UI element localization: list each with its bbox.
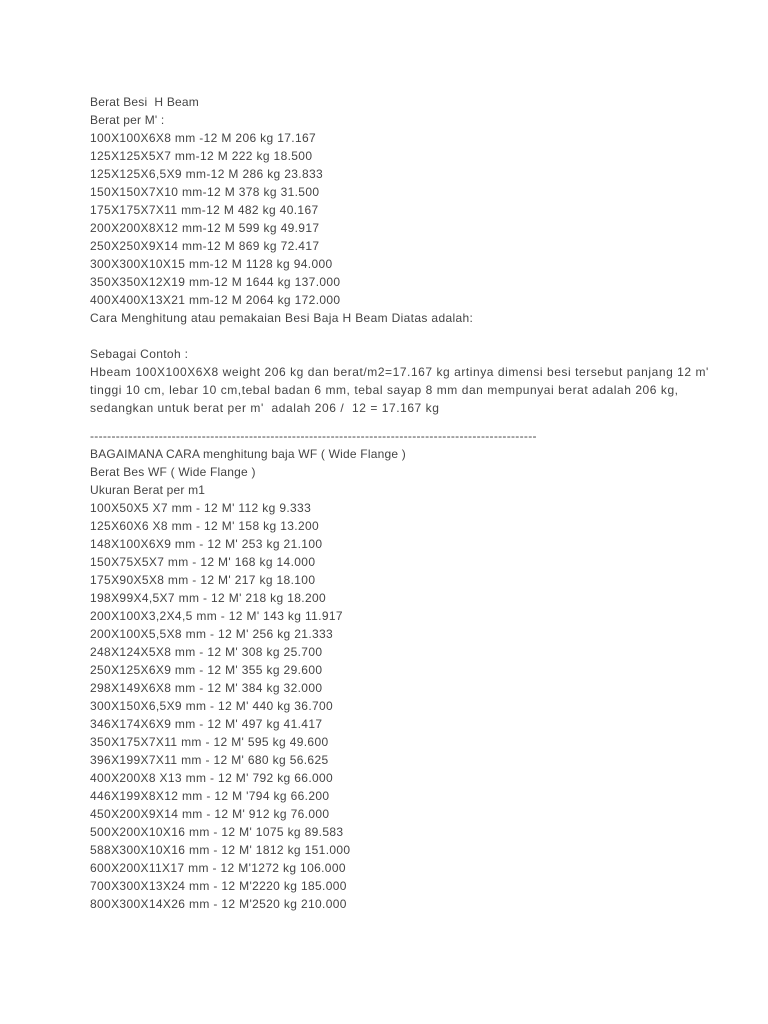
list-item: 125X125X5X7 mm-12 M 222 kg 18.500 <box>90 149 313 163</box>
list-item: 588X300X10X16 mm - 12 M' 1812 kg 151.000 <box>90 843 351 857</box>
list-item: 400X400X13X21 mm-12 M 2064 kg 172.000 <box>90 293 341 307</box>
list-item: 298X149X6X8 mm - 12 M' 384 kg 32.000 <box>90 681 323 695</box>
list-item: 396X199X7X11 mm - 12 M' 680 kg 56.625 <box>90 753 329 767</box>
document-body <box>90 93 730 913</box>
list-item: 200X200X8X12 mm-12 M 599 kg 49.917 <box>90 221 320 235</box>
example-line: sedangkan untuk berat per m' adalah 206 / 12 = 17.167 kg <box>90 401 440 415</box>
dashed-divider: -------------------------------------------------------------------------------------------------------- <box>90 429 537 443</box>
list-item: 350X350X12X19 mm-12 M 1644 kg 137.000 <box>90 275 341 289</box>
list-item: 100X100X6X8 mm -12 M 206 kg 17.167 <box>90 131 317 145</box>
example-line: Hbeam 100X100X6X8 weight 206 kg dan berat/m2=17.167 kg artinya dimensi besi tersebut panjang 12 m' <box>90 365 709 379</box>
list-item: 125X60X6 X8 mm - 12 M' 158 kg 13.200 <box>90 519 320 533</box>
list-header-wf: Ukuran Berat per m1 <box>90 483 206 497</box>
list-item: 148X100X6X9 mm - 12 M' 253 kg 21.100 <box>90 537 323 551</box>
list-item: 125X125X6,5X9 mm-12 M 286 kg 23.833 <box>90 167 324 181</box>
example-paragraph <box>90 363 730 417</box>
spacer <box>90 417 730 427</box>
section-title-h-beam: Berat Besi H Beam <box>90 95 199 109</box>
section-title-wf: BAGAIMANA CARA menghitung baja WF ( Wide Flange ) <box>90 447 406 461</box>
h-beam-weight-list <box>90 129 730 309</box>
example-heading: Sebagai Contoh : <box>90 347 189 361</box>
list-item: 350X175X7X11 mm - 12 M' 595 kg 49.600 <box>90 735 329 749</box>
list-item: 175X90X5X8 mm - 12 M' 217 kg 18.100 <box>90 573 316 587</box>
section-subtitle-wf: Berat Bes WF ( Wide Flange ) <box>90 465 256 479</box>
list-item: 800X300X14X26 mm - 12 M'2520 kg 210.000 <box>90 897 347 911</box>
list-item: 500X200X10X16 mm - 12 M' 1075 kg 89.583 <box>90 825 344 839</box>
list-item: 250X250X9X14 mm-12 M 869 kg 72.417 <box>90 239 320 253</box>
list-item: 400X200X8 X13 mm - 12 M' 792 kg 66.000 <box>90 771 334 785</box>
method-text: Cara Menghitung atau pemakaian Besi Baja H Beam Diatas adalah: <box>90 311 474 325</box>
wf-weight-list <box>90 499 730 913</box>
example-line: tinggi 10 cm, lebar 10 cm,tebal badan 6 mm, tebal sayap 8 mm dan mempunyai berat adalah 206 kg, <box>90 383 679 397</box>
list-item: 700X300X13X24 mm - 12 M'2220 kg 185.000 <box>90 879 347 893</box>
list-item: 346X174X6X9 mm - 12 M' 497 kg 41.417 <box>90 717 323 731</box>
spacer <box>90 327 730 345</box>
list-item: 150X75X5X7 mm - 12 M' 168 kg 14.000 <box>90 555 316 569</box>
section-subtitle-h-beam: Berat per M' : <box>90 113 165 127</box>
list-item: 600X200X11X17 mm - 12 M'1272 kg 106.000 <box>90 861 346 875</box>
list-item: 200X100X5,5X8 mm - 12 M' 256 kg 21.333 <box>90 627 334 641</box>
list-item: 250X125X6X9 mm - 12 M' 355 kg 29.600 <box>90 663 323 677</box>
list-item: 450X200X9X14 mm - 12 M' 912 kg 76.000 <box>90 807 330 821</box>
list-item: 150X150X7X10 mm-12 M 378 kg 31.500 <box>90 185 320 199</box>
list-item: 300X300X10X15 mm-12 M 1128 kg 94.000 <box>90 257 333 271</box>
list-item: 198X99X4,5X7 mm - 12 M' 218 kg 18.200 <box>90 591 327 605</box>
list-item: 300X150X6,5X9 mm - 12 M' 440 kg 36.700 <box>90 699 334 713</box>
list-item: 175X175X7X11 mm-12 M 482 kg 40.167 <box>90 203 319 217</box>
list-item: 248X124X5X8 mm - 12 M' 308 kg 25.700 <box>90 645 323 659</box>
list-item: 446X199X8X12 mm - 12 M '794 kg 66.200 <box>90 789 330 803</box>
list-item: 100X50X5 X7 mm - 12 M' 112 kg 9.333 <box>90 501 312 515</box>
list-item: 200X100X3,2X4,5 mm - 12 M' 143 kg 11.917 <box>90 609 343 623</box>
